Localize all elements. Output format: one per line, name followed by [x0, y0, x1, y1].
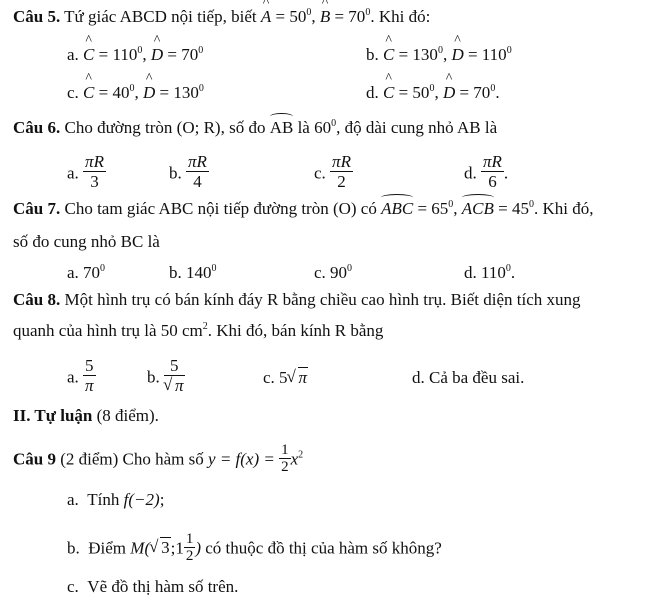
numerator: 1 — [185, 531, 194, 547]
part-label: b. — [67, 538, 80, 558]
comma: , — [453, 199, 462, 218]
value: = 130 — [155, 83, 199, 102]
q8-number: Câu 8. — [13, 290, 61, 309]
option-label: c. — [263, 368, 275, 387]
q6-option-d[interactable] — [464, 152, 509, 194]
q9-part-a — [0, 491, 650, 517]
radicand: π — [175, 376, 184, 395]
q9-part-c — [0, 578, 650, 604]
q6-number: Câu 6. — [13, 118, 61, 137]
q6-option-c[interactable] — [314, 152, 353, 194]
exponent: 2 — [202, 321, 208, 332]
fraction — [83, 153, 106, 192]
numerator: πR — [188, 152, 207, 171]
degree: 0 — [490, 83, 496, 94]
q5-option-d[interactable]: d. C ^ = $50^0$, D ^ = $70^0$. — [366, 84, 500, 101]
option-label: d. — [464, 163, 477, 183]
sqrt — [164, 376, 185, 396]
q7-stem-text2: số đo cung nhỏ BC là — [13, 232, 160, 251]
fraction — [330, 153, 353, 192]
value: = 110 — [94, 45, 138, 64]
angle-acb: ACB — [461, 199, 494, 218]
angle-d: D ^ — [443, 84, 455, 101]
denominator: 2 — [281, 459, 289, 475]
q5-option-c[interactable]: c. C ^ = $40^0$, D ^ = $130^0$ — [67, 84, 204, 101]
q5-stem-end: . Khi đó: — [370, 7, 431, 26]
option-label: d. — [412, 368, 425, 387]
angle-d: D ^ — [151, 46, 163, 63]
q7-option-c[interactable] — [314, 264, 352, 281]
denominator: 6 — [488, 172, 497, 191]
q5-stem-text: Tứ giác ABCD nội tiếp, biết — [60, 7, 261, 26]
q7-option-a[interactable] — [67, 264, 105, 281]
part-text: có thuộc đồ thị của hàm số không? — [201, 538, 442, 558]
denominator: 2 — [337, 172, 346, 191]
variable: x — [290, 449, 299, 469]
value: Cả ba đều sai. — [429, 368, 525, 387]
q5-number: Câu 5. — [13, 7, 61, 26]
degree: 0 — [129, 83, 135, 94]
fraction — [481, 153, 504, 192]
q8-options — [0, 350, 650, 395]
angle-b: B ^ — [320, 8, 330, 25]
angle-a: A ^ — [261, 8, 271, 25]
option-label: d. — [366, 83, 379, 102]
q5-option-a[interactable]: a. C ^ = $110^0$, D ^ = $70^0$ — [67, 46, 203, 63]
period: . — [503, 163, 509, 183]
q9-stem-text: (2 điểm) Cho hàm số — [55, 449, 209, 469]
angle-c: C ^ — [383, 46, 394, 63]
denominator: 3 — [90, 172, 99, 191]
expression: f(−2) — [123, 490, 160, 509]
denominator: π — [85, 376, 94, 395]
part-text: Vẽ đồ thị hàm số trên. — [87, 577, 239, 596]
degree: 0 — [211, 263, 217, 274]
numerator: πR — [85, 152, 104, 171]
q7-stem-line2 — [0, 233, 650, 259]
value: = 130 — [394, 45, 438, 64]
paren: ) — [195, 538, 202, 558]
degree: 0 — [505, 263, 511, 274]
q8-option-a[interactable] — [67, 356, 96, 398]
section-heading — [0, 407, 650, 433]
q8-stem — [0, 291, 650, 317]
option-label: a. — [67, 367, 79, 387]
radicand: π — [298, 368, 308, 387]
q5-stem — [0, 8, 650, 34]
part-label: a. — [67, 490, 79, 509]
arc-ab: AB — [269, 118, 294, 137]
degree: 0 — [198, 83, 204, 94]
value: = 110 — [463, 45, 507, 64]
degree: 0 — [347, 263, 353, 274]
q9-number: Câu 9 — [13, 449, 56, 469]
q5-options-row2 — [0, 84, 650, 110]
q6-options — [0, 145, 650, 191]
section-points: (8 điểm). — [92, 406, 159, 425]
angle-b-value: = 70 — [330, 7, 366, 26]
q7-stem — [0, 200, 650, 226]
option-label: a. — [67, 163, 79, 183]
option-label: b. — [169, 163, 182, 183]
option-label: a. — [67, 45, 79, 64]
q8-stem-text: Một hình trụ có bán kính đáy R bằng chiều cao hình trụ. Biết diện tích xung — [60, 290, 581, 309]
q7-stem-text: Cho tam giác ABC nội tiếp đường tròn (O) có — [60, 199, 382, 218]
denominator: 4 — [193, 172, 202, 191]
option-label: c. — [314, 263, 326, 282]
comma: , — [311, 7, 320, 26]
degree: 0 — [100, 263, 106, 274]
q6-option-b[interactable] — [169, 152, 209, 194]
q7-option-d[interactable] — [464, 264, 515, 281]
exponent: 2 — [298, 449, 304, 461]
numerator: 5 — [164, 357, 185, 376]
option-label: d. — [464, 263, 477, 282]
angle-d: D ^ — [143, 84, 155, 101]
fraction — [279, 442, 291, 475]
degree: 0 — [306, 7, 312, 18]
degree: 0 — [365, 7, 371, 18]
value: = 70 — [455, 83, 491, 102]
q7-options — [0, 264, 650, 290]
q6-stem-end: , độ dài cung nhỏ AB là — [336, 118, 498, 137]
q7-stem-end: . Khi đó, — [534, 199, 594, 218]
degree: 0 — [437, 45, 443, 56]
value: = 50 — [394, 83, 430, 102]
period: . — [510, 263, 516, 282]
q6-stem-mid: là 60 — [293, 118, 332, 137]
angle-d: D ^ — [451, 46, 463, 63]
q6-option-a[interactable] — [67, 152, 106, 194]
q8-stem-line2 — [0, 322, 650, 348]
numerator: 5 — [85, 356, 94, 375]
numerator: πR — [332, 152, 351, 171]
q9-part-b — [0, 527, 650, 567]
fraction — [83, 357, 96, 396]
option-label: b. — [366, 45, 379, 64]
value: 140 — [186, 263, 212, 282]
radicand: 3 — [161, 538, 170, 558]
angle-a-value: = 50 — [271, 7, 307, 26]
coefficient: 5 — [279, 368, 288, 387]
semicolon: ; — [159, 490, 165, 509]
q5-options-row1 — [0, 46, 650, 72]
q9-stem — [0, 436, 650, 476]
angle-c: C ^ — [383, 84, 394, 101]
part-label: c. — [67, 577, 79, 596]
degree: 0 — [198, 45, 204, 56]
value: = 40 — [94, 83, 130, 102]
q8-stem-end: . Khi đó, bán kính R bằng — [207, 321, 384, 340]
degree: 0 — [529, 199, 534, 210]
q8-option-c[interactable] — [263, 369, 308, 386]
angle-abc-value: = 65 — [413, 199, 449, 218]
fraction — [186, 153, 209, 192]
q6-stem-text: Cho đường tròn (O; R), số đo — [60, 118, 270, 137]
denominator: 2 — [185, 548, 194, 564]
value: 110 — [481, 263, 506, 282]
q6-stem — [0, 119, 650, 145]
option-label: a. — [67, 263, 79, 282]
option-label: b. — [169, 263, 182, 282]
option-label: c. — [314, 163, 326, 183]
sqrt — [150, 539, 171, 556]
angle-c: C ^ — [83, 46, 94, 63]
degree: 0 — [331, 118, 337, 129]
value: 70 — [83, 263, 101, 282]
option-label: c. — [67, 83, 79, 102]
q8-stem-text2: quanh của hình trụ là 50 cm — [13, 321, 203, 340]
value: = 70 — [163, 45, 199, 64]
part-text: Tính — [87, 490, 124, 509]
fraction — [164, 357, 185, 396]
period: . — [495, 83, 500, 102]
value: 90 — [330, 263, 348, 282]
numerator: πR — [483, 152, 502, 171]
angle-acb-value: = 45 — [493, 199, 529, 218]
degree: 0 — [429, 83, 435, 94]
function-expr: y = f(x) = — [208, 449, 280, 469]
degree: 0 — [137, 45, 143, 56]
sqrt — [288, 369, 309, 386]
angle-c: C ^ — [83, 84, 94, 101]
point-m: M( — [130, 538, 151, 558]
q5-option-b[interactable]: b. C ^ = $130^0$, D ^ = $110^0$ — [366, 46, 512, 63]
numerator: 1 — [281, 442, 289, 458]
q8-option-d[interactable] — [412, 369, 524, 386]
degree: 0 — [506, 45, 512, 56]
q7-number: Câu 7. — [13, 199, 61, 218]
q8-option-b[interactable] — [147, 356, 185, 398]
q7-option-b[interactable] — [169, 264, 217, 281]
part-text: Điểm — [88, 538, 131, 558]
degree: 0 — [448, 199, 454, 210]
separator: ;1 — [170, 538, 184, 558]
fraction — [184, 531, 196, 564]
option-label: b. — [147, 367, 160, 387]
section-title: II. Tự luận — [13, 406, 93, 425]
angle-abc: ABC — [381, 199, 414, 218]
